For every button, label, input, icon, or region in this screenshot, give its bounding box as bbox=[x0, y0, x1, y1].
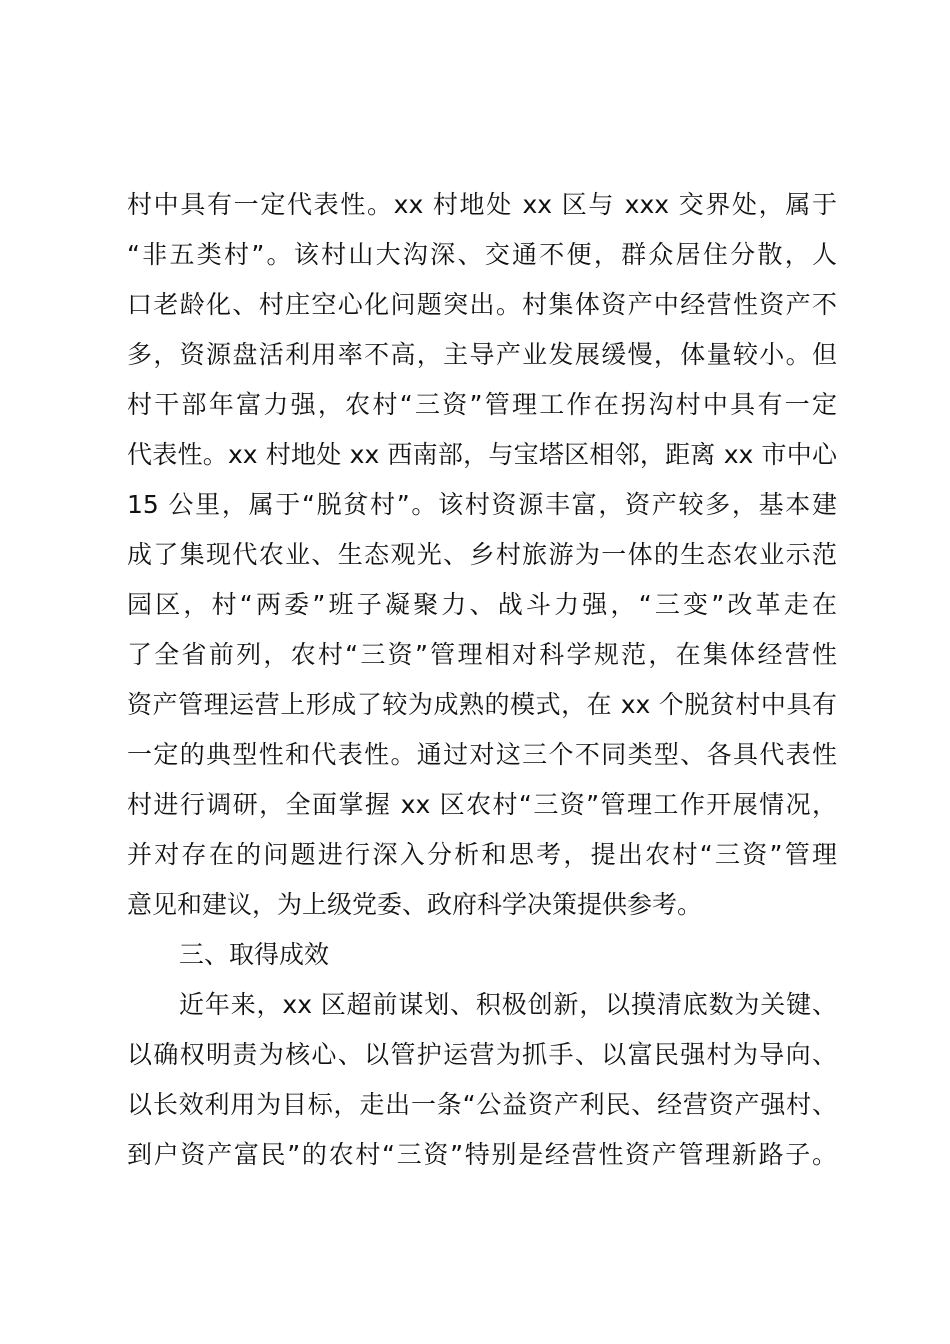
paragraph-line: 意见和建议，为上级党委、政府科学决策提供参考。 bbox=[127, 890, 703, 919]
paragraph-line: 村中具有一定代表性。xx 村地处 xx 区与 xxx 交界处，属于 bbox=[127, 190, 837, 219]
paragraph-line: 资产管理运营上形成了较为成熟的模式，在 xx 个脱贫村中具有 bbox=[127, 690, 837, 719]
paragraph-line: 多，资源盘活利用率不高，主导产业发展缓慢，体量较小。但 bbox=[127, 340, 837, 369]
paragraph-line: 一定的典型性和代表性。通过对这三个不同类型、各具代表性 bbox=[127, 740, 837, 769]
paragraph-line: 15 公里，属于“脱贫村”。该村资源丰富，资产较多，基本建 bbox=[127, 490, 837, 519]
paragraph-line: 近年来，xx 区超前谋划、积极创新，以摸清底数为关键、 bbox=[179, 990, 837, 1019]
paragraph-line: 成了集现代农业、生态观光、乡村旅游为一体的生态农业示范 bbox=[127, 540, 837, 569]
paragraph-line: “非五类村”。该村山大沟深、交通不便，群众居住分散，人 bbox=[127, 240, 837, 269]
paragraph-line: 村进行调研，全面掌握 xx 区农村“三资”管理工作开展情况， bbox=[127, 790, 837, 819]
section-heading: 三、取得成效 bbox=[179, 940, 330, 969]
paragraph-line: 代表性。xx 村地处 xx 西南部，与宝塔区相邻，距离 xx 市中心 bbox=[127, 440, 837, 469]
paragraph-line: 园区，村“两委”班子凝聚力、战斗力强，“三变”改革走在 bbox=[127, 590, 837, 619]
paragraph-line: 了全省前列，农村“三资”管理相对科学规范，在集体经营性 bbox=[127, 640, 837, 669]
paragraph-line: 到户资产富民”的农村“三资”特别是经营性资产管理新路子。 bbox=[127, 1140, 837, 1169]
paragraph-line: 村干部年富力强，农村“三资”管理工作在拐沟村中具有一定 bbox=[127, 390, 837, 419]
paragraph-line: 以确权明责为核心、以管护运营为抓手、以富民强村为导向、 bbox=[127, 1040, 837, 1069]
paragraph-line: 并对存在的问题进行深入分析和思考，提出农村“三资”管理 bbox=[127, 840, 837, 869]
paragraph-line: 以长效利用为目标，走出一条“公益资产利民、经营资产强村、 bbox=[127, 1090, 837, 1119]
paragraph-line: 口老龄化、村庄空心化问题突出。村集体资产中经营性资产不 bbox=[127, 290, 837, 319]
